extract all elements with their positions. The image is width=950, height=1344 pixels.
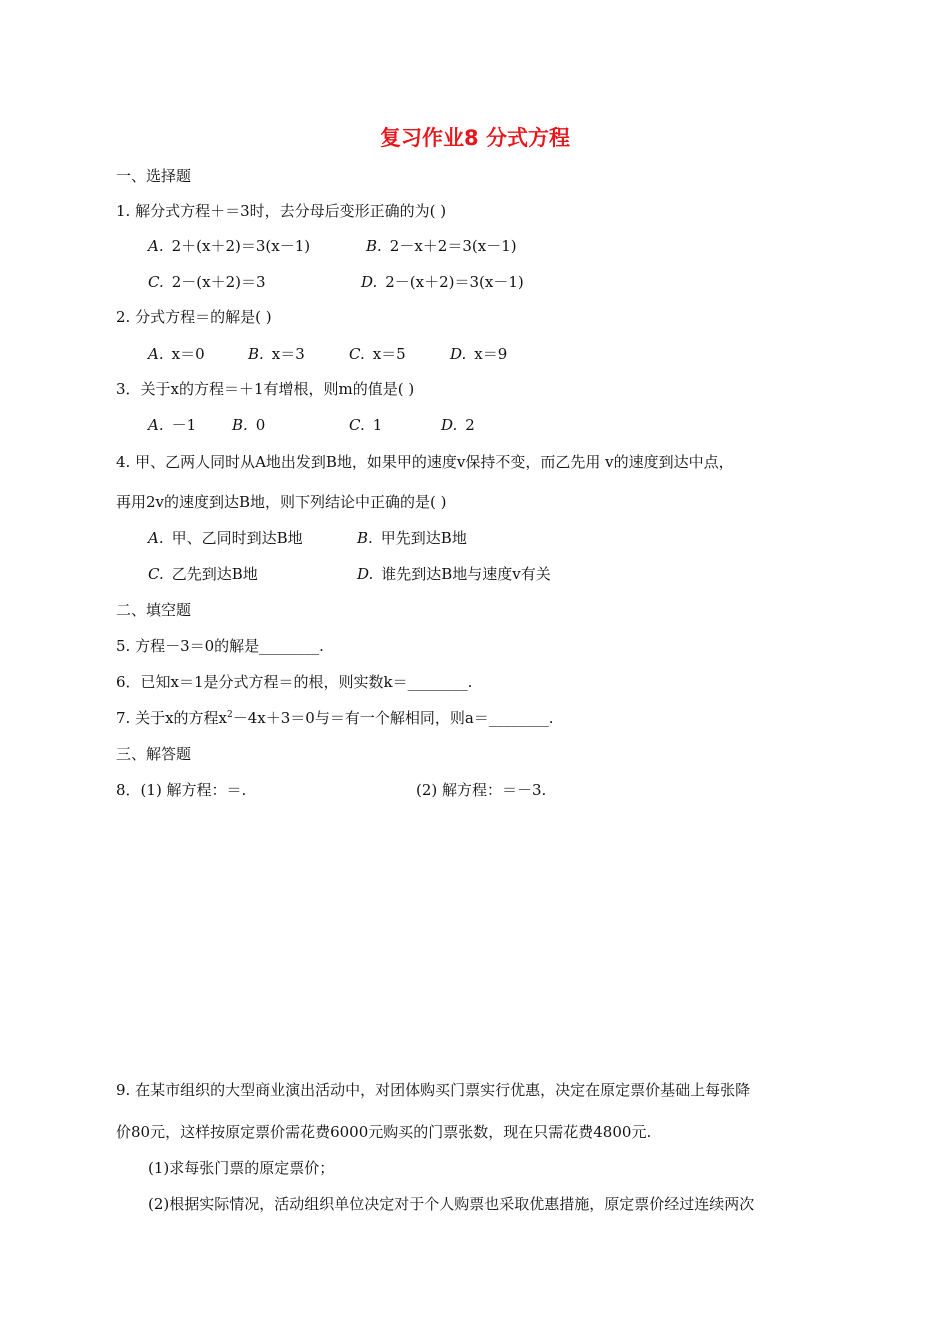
question-2-option-a xyxy=(148,344,205,364)
option-letter: A. xyxy=(148,237,164,255)
option-text: 1 xyxy=(372,416,383,434)
question-9-sub-1: (1)求每张门票的原定票价； xyxy=(148,1159,335,1177)
question-4-option-d xyxy=(357,564,551,584)
question-6: 6．已知x＝1是分式方程＝的根，则实数k＝________. xyxy=(116,673,473,691)
option-letter: B. xyxy=(357,529,373,547)
question-8-part-1: 8．(1) 解方程：＝. xyxy=(116,781,247,799)
page-title: 复习作业8 分式方程 xyxy=(380,126,570,150)
question-3-option-c xyxy=(349,415,382,435)
option-text: 2－(x＋2)＝3 xyxy=(171,273,266,291)
option-letter: A. xyxy=(148,529,164,547)
option-text: 甲、乙同时到达B地 xyxy=(171,529,303,547)
option-letter: B. xyxy=(248,345,264,363)
question-1-option-b xyxy=(366,236,517,256)
section-heading-choice: 一、选择题 xyxy=(116,167,192,185)
question-9-line-2: 价80元，这样按原定票价需花费6000元购买的门票张数，现在只需花费4800元. xyxy=(116,1123,652,1141)
question-4-line-2: 再用2v的速度到达B地，则下列结论中正确的是( ) xyxy=(116,493,447,511)
option-text: x＝0 xyxy=(171,345,205,363)
option-letter: A. xyxy=(148,416,164,434)
question-7-text: 7. 关于x的方程x xyxy=(116,709,227,727)
option-letter: C. xyxy=(148,565,164,583)
question-2-option-b xyxy=(248,344,305,364)
option-letter: C. xyxy=(148,273,164,291)
option-letter: B. xyxy=(366,237,382,255)
option-text: 谁先到达B地与速度v有关 xyxy=(381,565,551,583)
option-letter: A. xyxy=(148,345,164,363)
question-2-stem: 2. 分式方程＝的解是( ) xyxy=(116,308,272,326)
question-3-option-b xyxy=(232,415,265,435)
question-4-option-a xyxy=(148,528,303,548)
option-text: 2－(x＋2)＝3(x－1) xyxy=(385,273,524,291)
question-1-option-a xyxy=(148,236,310,256)
option-letter: C. xyxy=(349,416,365,434)
option-text: 甲先到达B地 xyxy=(380,529,467,547)
question-2-option-d xyxy=(450,344,507,364)
question-4-option-b xyxy=(357,528,467,548)
question-1-stem: 1. 解分式方程＋＝3时，去分母后变形正确的为( ) xyxy=(116,202,447,220)
question-1-option-c xyxy=(148,272,266,292)
option-letter: D. xyxy=(361,273,378,291)
option-letter: D. xyxy=(357,565,374,583)
option-text: 2－x＋2＝3(x－1) xyxy=(389,237,517,255)
option-letter: B. xyxy=(232,416,248,434)
question-5: 5. 方程－3＝0的解是________. xyxy=(116,637,324,655)
option-text: x＝3 xyxy=(271,345,305,363)
option-text: 2 xyxy=(465,416,475,434)
question-7 xyxy=(116,708,554,728)
question-4-option-c xyxy=(148,564,258,584)
option-text: 0 xyxy=(255,416,266,434)
question-2-option-c xyxy=(349,344,406,364)
option-text: 乙先到达B地 xyxy=(171,565,258,583)
option-text: －1 xyxy=(171,416,197,434)
section-heading-fill: 二、填空题 xyxy=(116,601,192,619)
question-9-sub-2: (2)根据实际情况，活动组织单位决定对于个人购票也采取优惠措施，原定票价经过连续两次 xyxy=(148,1195,755,1213)
option-letter: D. xyxy=(450,345,467,363)
question-4-line-1: 4. 甲、乙两人同时从A地出发到B地，如果甲的速度v保持不变，而乙先用 v的速度到达中点， xyxy=(116,453,734,471)
option-text: x＝5 xyxy=(372,345,406,363)
option-text: x＝9 xyxy=(474,345,508,363)
section-heading-solve: 三、解答题 xyxy=(116,745,192,763)
question-1-option-d xyxy=(361,272,524,292)
question-9-line-1: 9. 在某市组织的大型商业演出活动中，对团体购买门票实行优惠，决定在原定票价基础上每张降 xyxy=(116,1081,751,1099)
option-text: 2＋(x＋2)＝3(x－1) xyxy=(171,237,311,255)
question-3-stem: 3．关于x的方程＝＋1有增根，则m的值是( ) xyxy=(116,380,415,398)
option-letter: C. xyxy=(349,345,365,363)
question-7-text: －4x＋3＝0与＝有一个解相同，则a＝________. xyxy=(232,709,554,727)
option-letter: D. xyxy=(441,416,458,434)
question-8-part-2: (2) 解方程：＝－3. xyxy=(416,781,547,799)
question-3-option-d xyxy=(441,415,475,435)
superscript: 2 xyxy=(227,710,233,720)
question-3-option-a xyxy=(148,415,196,435)
